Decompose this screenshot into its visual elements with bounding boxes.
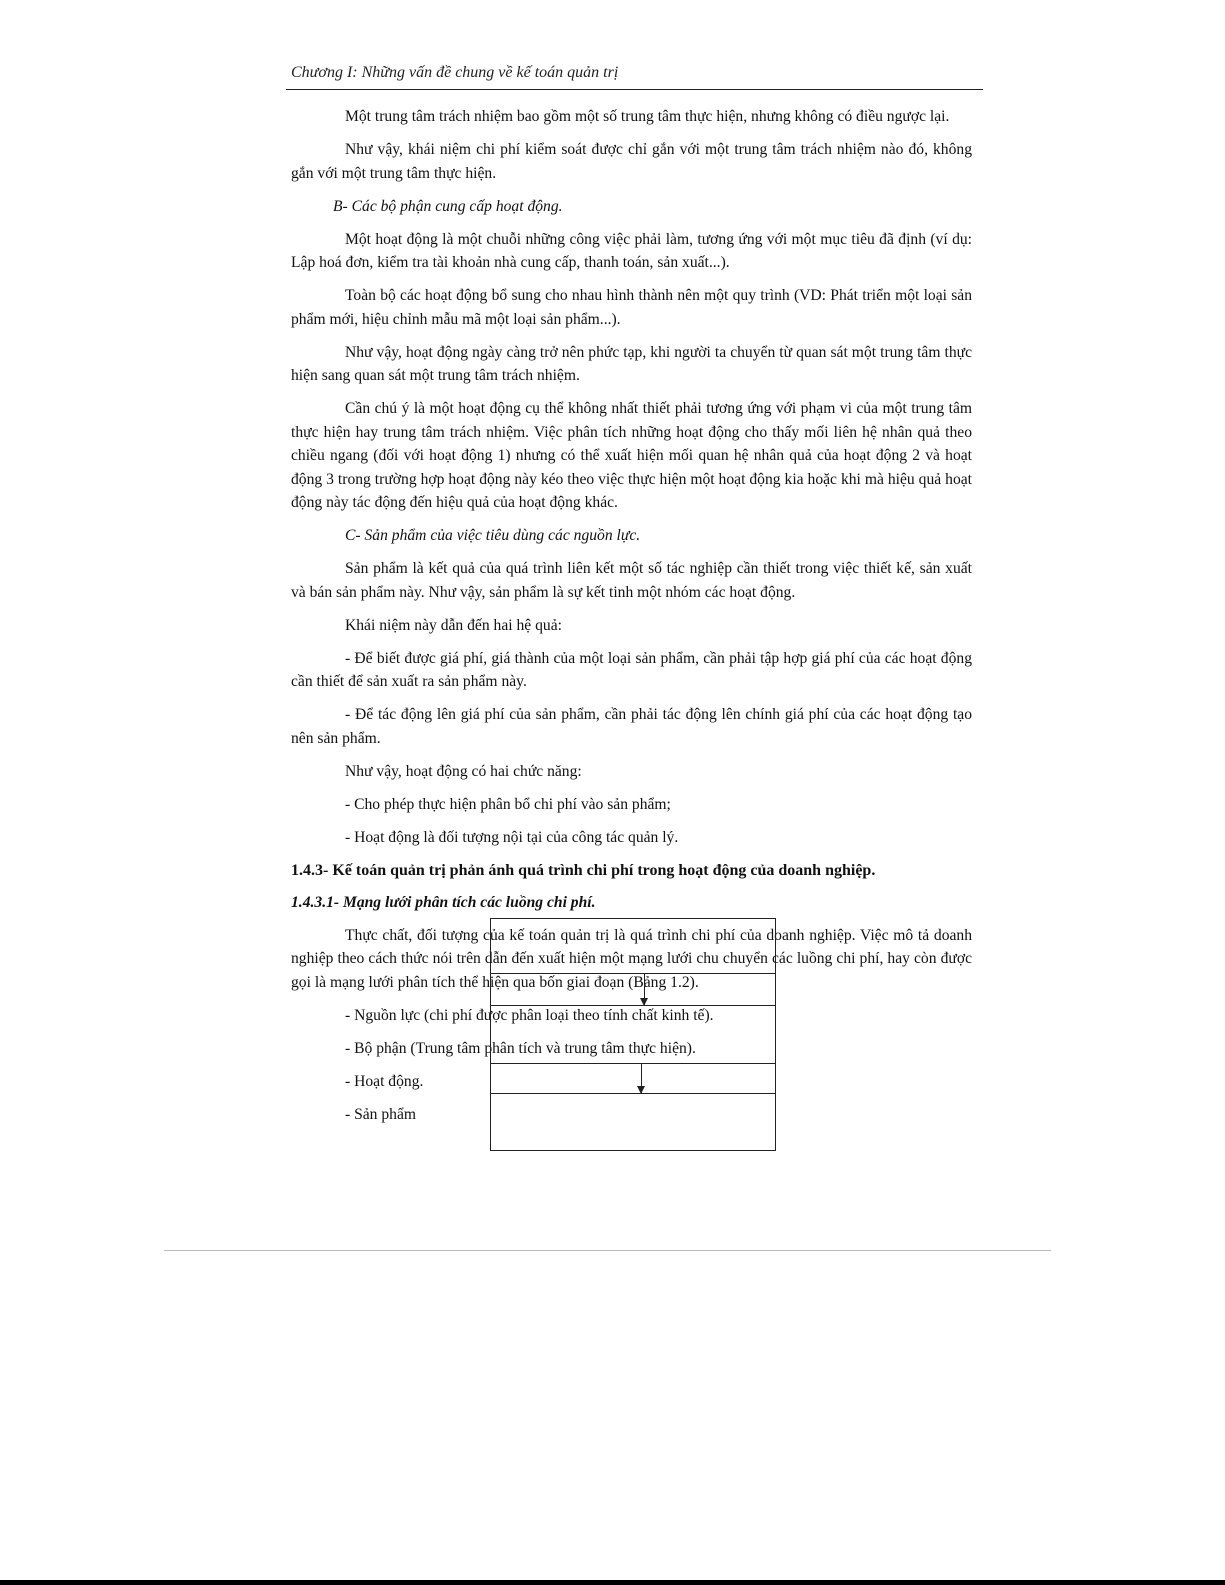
paragraph-complexity: Như vậy, hoạt động ngày càng trở nên phức tạp, khi người ta chuyển từ quan sát một trung tâm thực hiện sang quan sát một trung tâm trách nhiệm.: [291, 343, 972, 384]
list-item-departments: - Bộ phận (Trung tâm phân tích và trung tâm thực hiện).: [345, 1039, 696, 1057]
bottom-edge-bar: [0, 1580, 1225, 1585]
paragraph-function-1: - Cho phép thực hiện phân bổ chi phí vào sản phẩm;: [345, 795, 671, 813]
section-heading-1-4-3: 1.4.3- Kế toán quản trị phản ánh quá trình chi phí trong hoạt động của doanh nghiệp.: [291, 861, 876, 879]
paragraph-function-2: - Hoạt động là đối tượng nội tại của công tác quản lý.: [345, 828, 679, 846]
paragraph-process: Toàn bộ các hoạt động bổ sung cho nhau hình thành nên một quy trình (VD: Phát triển một loại sản phẩm mới, hiệu chỉnh mẫu mã một loại sản phẩm...).: [291, 287, 972, 328]
list-item-products: - Sản phẩm: [345, 1105, 417, 1123]
section-heading-1-4-3-1: 1.4.3.1- Mạng lưới phân tích các luồng chi phí.: [291, 894, 596, 911]
list-item-activities: - Hoạt động.: [345, 1072, 424, 1090]
paragraph-consequence-1: - Để biết được giá phí, giá thành của một loại sản phẩm, cần phải tập hợp giá phí của các hoạt động cần thiết để sản xuất ra sản phẩm này.: [291, 649, 972, 690]
page-header: Chương I: Những vấn đề chung về kế toán quản trị: [291, 64, 619, 81]
paragraph-product-definition: Sản phẩm là kết quả của quá trình liên kết một số tác nghiệp cần thiết trong việc thiết kế, sản xuất và bán sản phẩm này. Như vậy, sản phẩm là sự kết tinh một nhóm các hoạt động.: [291, 560, 972, 601]
header-rule: [286, 89, 983, 90]
subheading-c: C- Sản phẩm của việc tiêu dùng các nguồn lực.: [345, 527, 641, 544]
paragraph-cost-network: Thực chất, đối tượng của kế toán quản trị là quá trình chi phí của doanh nghiệp. Việc mô tả doanh nghiệp theo cách thức nói trên dẫn đến xuất hiện một mạng lưới chu chuyển các luồng chi phí, hay còn được gọi là mạng lưới phân tích thể hiện qua bốn giai đoạn (Bảng 1.2).: [291, 926, 972, 991]
paragraph-responsibility-center: Một trung tâm trách nhiệm bao gồm một số trung tâm thực hiện, nhưng không có điều ngược lại.: [345, 108, 950, 125]
paragraph-controllable-cost: Như vậy, khái niệm chi phí kiểm soát được chỉ gắn với một trung tâm trách nhiệm nào đó, không gắn với một trung tâm thực hiện.: [291, 141, 972, 182]
footer-rule: [164, 1250, 1051, 1251]
subheading-b: B- Các bộ phận cung cấp hoạt động.: [333, 197, 563, 215]
paragraph-functions-intro: Như vậy, hoạt động có hai chức năng:: [345, 762, 582, 780]
document-body: [291, 105, 972, 1136]
paragraph-consequences-intro: Khái niệm này dẫn đến hai hệ quả:: [345, 616, 562, 634]
paragraph-activity-definition: Một hoạt động là một chuỗi những công việc phải làm, tương ứng với một mục tiêu đã định (ví dụ: Lập hoá đơn, kiểm tra tài khoản nhà cung cấp, thanh toán, sản xuất...).: [291, 230, 972, 271]
paragraph-activity-scope: Cần chú ý là một hoạt động cụ thể không nhất thiết phải tương ứng với phạm vi của một trung tâm thực hiện hay trung tâm trách nhiệm. Việc phân tích những hoạt động cho thấy mối liên hệ nhân quả theo chiều ngang (đối với hoạt động 1) nhưng có thể xuất hiện mối quan hệ nhân quả của hoạt động 2 và hoạt động 3 trong trường hợp hoạt động này kéo theo việc thực hiện một hoạt động kia hoặc khi mà hiệu quả hoạt động này tác động đến hiệu quả của hoạt động khác.: [291, 400, 972, 511]
paragraph-consequence-2: - Để tác động lên giá phí của sản phẩm, cần phải tác động lên chính giá phí của các hoạt động tạo nên sản phẩm.: [291, 706, 972, 747]
list-item-resources: - Nguồn lực (chi phí được phân loại theo tính chất kinh tế).: [345, 1006, 714, 1024]
